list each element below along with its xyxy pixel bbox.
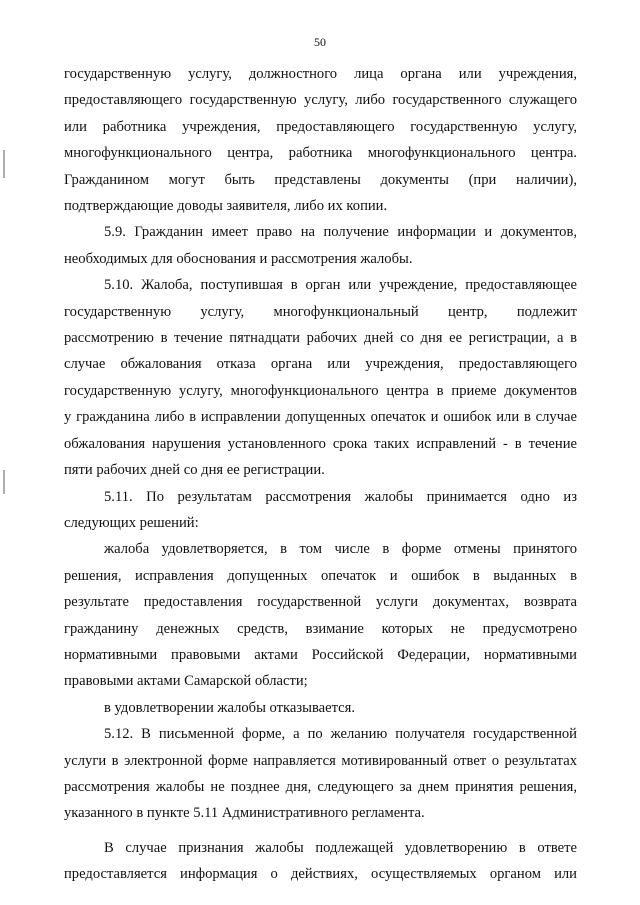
text-line: необходимых для обоснования и рассмотрения жалобы.	[64, 250, 413, 267]
text-line: пяти рабочих дней со дня ее регистрации.	[64, 462, 325, 479]
paragraph-response-info	[64, 835, 577, 888]
text-line: жалоба удовлетворяется, в том числе в форме отмены принятого	[104, 541, 577, 558]
text-line: предоставляющего государственную услугу, либо государственного служащего	[64, 92, 577, 109]
text-line: рассмотрению в течение пятнадцати рабочих дней со дня ее регистрации, а в	[64, 330, 577, 347]
text-line: результате предоставления государственной услуги документах, возврата	[64, 594, 577, 611]
text-line: услуги в электронной форме направляется мотивированный ответ о результатах	[64, 752, 577, 769]
text-line: случае обжалования отказа органа или учреждения, предоставляющего	[64, 356, 577, 373]
text-line: решения, исправления допущенных опечаток и ошибок в выданных в	[64, 567, 577, 584]
text-line: В случае признания жалобы подлежащей удовлетворению в ответе	[104, 839, 577, 856]
text-line: или работника учреждения, предоставляющего государственную услугу,	[64, 118, 577, 135]
paragraph-5-10	[64, 272, 577, 483]
text-line: 5.9. Гражданин имеет право на получение информации и документов,	[104, 224, 577, 241]
text-line: подтверждающие доводы заявителя, либо их копии.	[64, 198, 388, 215]
text-line: государственную услугу, многофункционального центра в приеме документов	[64, 382, 577, 399]
paragraph-continuation	[64, 61, 577, 219]
paragraph-5-11	[64, 484, 577, 537]
text-line: многофункционального центра, работника многофункционального центра.	[64, 145, 577, 162]
text-line: у гражданина либо в исправлении допущенных опечаток и ошибок или в случае	[64, 409, 577, 426]
paragraph-decision-refuse	[64, 695, 577, 721]
text-line: рассмотрения жалобы не позднее дня, следующего за днем принятия решения,	[64, 778, 577, 795]
text-line: государственную услугу, многофункциональный центр, подлежит	[64, 303, 577, 320]
text-line: правовыми актами Самарской области;	[64, 673, 308, 690]
text-line: 5.10. Жалоба, поступившая в орган или учреждение, предоставляющее	[104, 277, 577, 294]
document-body	[64, 61, 577, 888]
scan-margin-mark	[3, 150, 5, 178]
paragraph-5-9	[64, 219, 577, 272]
text-line: следующих решений:	[64, 514, 199, 531]
paragraph-decision-satisfy	[64, 536, 577, 694]
text-line: в удовлетворении жалобы отказывается.	[104, 699, 356, 716]
paragraph-5-12	[64, 721, 577, 827]
text-line: государственную услугу, должностного лица органа или учреждения,	[64, 66, 577, 82]
text-line: предоставляется информация о действиях, осуществляемых органом или	[64, 866, 577, 883]
text-line: 5.12. В письменной форме, а по желанию получателя государственной	[104, 726, 577, 743]
text-line: 5.11. По результатам рассмотрения жалобы принимается одно из	[104, 488, 577, 505]
text-line: указанного в пункте 5.11 Административного регламента.	[64, 805, 425, 822]
text-line: Гражданином могут быть представлены документы (при наличии),	[64, 171, 577, 188]
text-line: обжалования нарушения установленного срока таких исправлений - в течение	[64, 435, 577, 452]
text-line: нормативными правовыми актами Российской Федерации, нормативными	[64, 646, 577, 663]
page-number: 50	[314, 35, 326, 49]
scan-margin-mark	[3, 470, 5, 494]
text-line: гражданину денежных средств, взимание которых не предусмотрено	[64, 620, 577, 637]
